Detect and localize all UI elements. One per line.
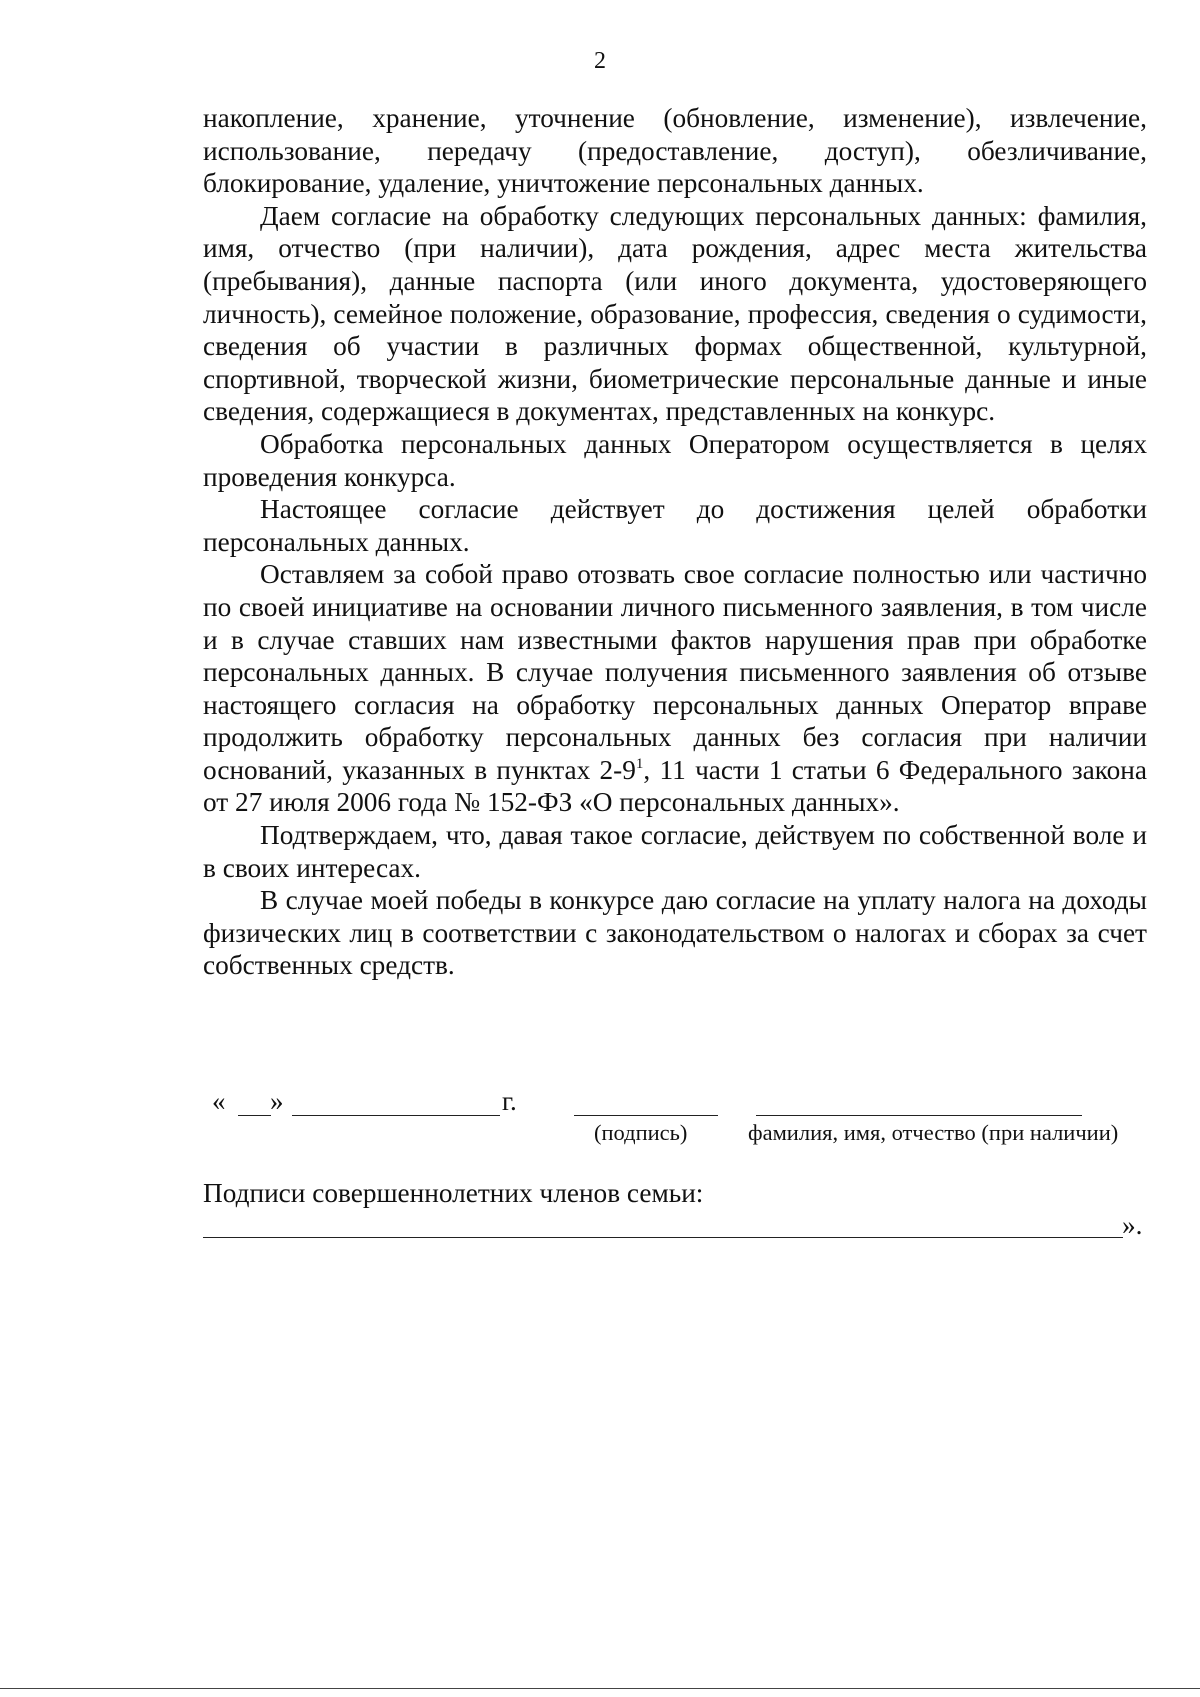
family-signatures-field[interactable] [203, 1237, 1123, 1238]
paragraph-processing-actions: накопление, хранение, уточнение (обновление, изменение), извлечение, использование, передачу (предоставление, доступ), обезличивание, блокирование, удаление, уничтожение персональных данных. [203, 103, 1147, 199]
paragraph-processing-purpose: Обработка персональных данных Оператором осуществляется в целях проведения конкурса. [203, 428, 1147, 492]
paragraph-own-will: Подтверждаем, что, давая такое согласие, действуем по собственной воле и в своих интересах. [203, 820, 1147, 883]
date-day-field[interactable] [238, 1115, 271, 1116]
paragraph-data-categories: Даем согласие на обработку следующих персональных данных: фамилия, имя, отчество (при наличии), дата рождения, адрес места жительства (пребывания), данные паспорта (или иного документа, удостоверяющего личность), семейное положение, образование, профессия, сведения о судимости, сведения об участии в различных формах общественной, культурной, спортивной, творческой жизни, биометрические персональные данные и иные сведения, содержащиеся в документах, представленных на конкурс. [203, 200, 1147, 427]
withdrawal-text-start: Оставляем за собой право отозвать свое согласие полностью или частично по своей инициативе на основании личного письменного заявления, в том числе и в случае ставших нам известными фактов нарушения прав при обработке персональных данных. В случае получения письменного заявления об отзыве настоящего согласия на обработку персональных данных Оператор вправе продолжить обработку персональных данных без согласия при наличии оснований, указанных в пунктах 2-9 [203, 559, 1147, 785]
date-quote-close: » [270, 1086, 284, 1116]
signature-caption: (подпись) [594, 1120, 688, 1145]
withdrawal-text-end: , 11 части 1 статьи 6 Федерального закона от 27 июля 2006 года № 152-ФЗ «О персональных данных». [203, 754, 1147, 818]
signature-block [0, 1086, 1200, 1166]
full-name-field[interactable] [756, 1115, 1082, 1116]
page-number: 2 [594, 48, 606, 74]
family-signatures-label: Подписи совершеннолетних членов семьи: [203, 1178, 704, 1208]
page-bottom-rule [0, 1688, 1200, 1689]
paragraph-consent-withdrawal [203, 558, 1147, 819]
date-quote-open: « [212, 1086, 226, 1116]
full-name-caption: фамилия, имя, отчество (при наличии) [748, 1120, 1119, 1145]
footnote-superscript: 1 [635, 755, 644, 772]
date-month-field[interactable] [292, 1115, 500, 1116]
paragraph-tax-consent: В случае моей победы в конкурсе даю согласие на уплату налога на доходы физических лиц в соответствии с законодательством о налогах и сборах за счет собственных средств. [203, 885, 1147, 981]
signature-field[interactable] [574, 1115, 718, 1116]
family-signatures-closing: ». [1122, 1210, 1143, 1240]
document-body [203, 102, 1147, 982]
paragraph-consent-duration: Настоящее согласие действует до достижения целей обработки персональных данных. [203, 494, 1147, 557]
date-year-suffix: г. [502, 1086, 517, 1116]
